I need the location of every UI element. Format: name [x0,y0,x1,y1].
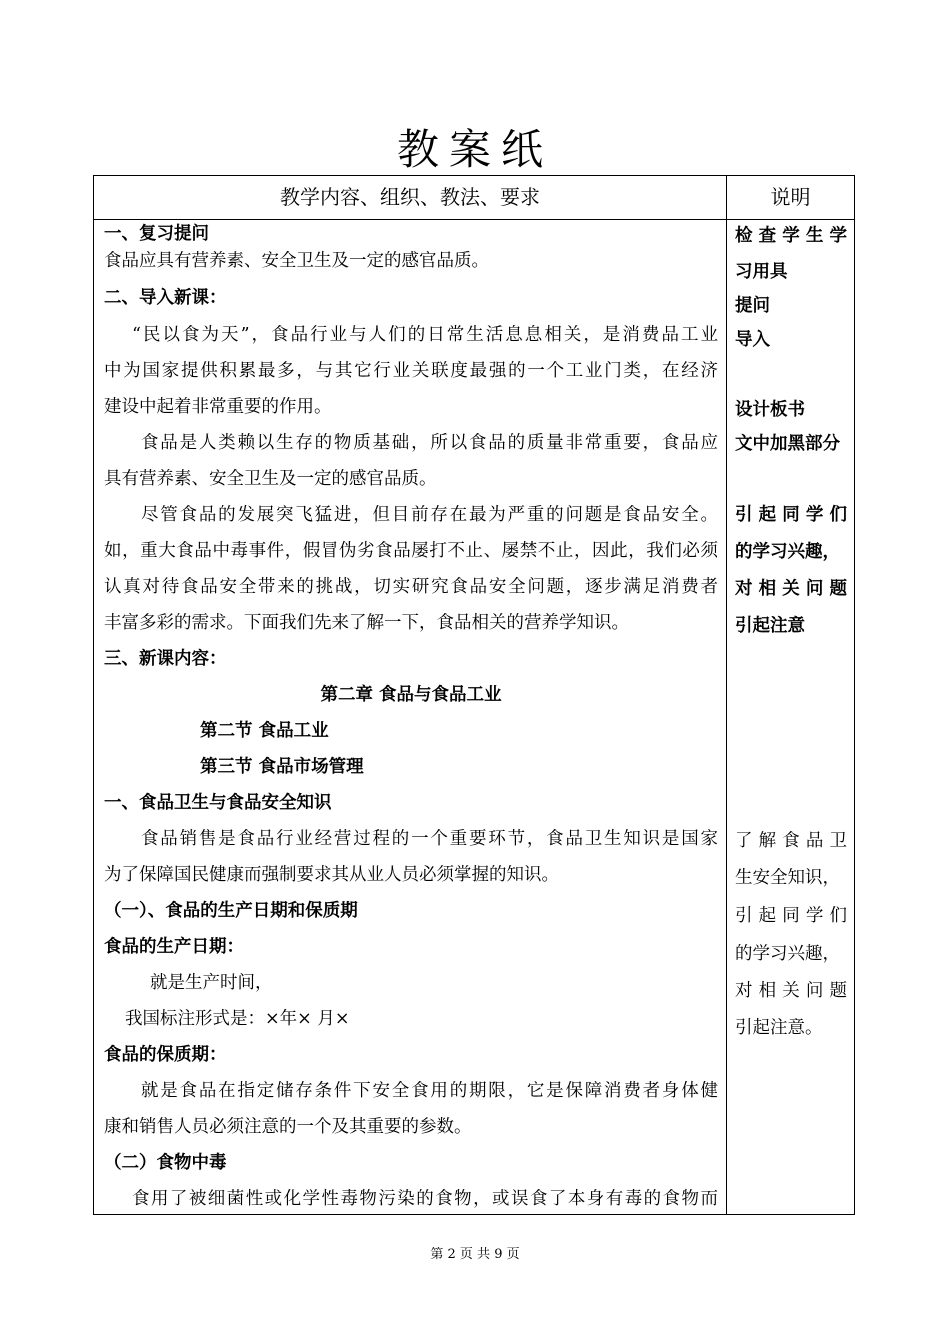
term-heading: 食品的保质期： [104,1045,227,1065]
content-line: 为了保障国民健康而强制要求其从业人员必须掌握的知识。 [104,865,559,885]
page-prefix: 第 [430,1247,444,1262]
term-heading: 食品的生产日期： [104,937,244,957]
section-heading-new-lesson: 三、新课内容： [104,649,227,669]
note-line: 引起注意 [735,616,805,636]
section-heading: 第二节 食品工业 [200,721,329,741]
section-heading-intro: 二、导入新课： [104,288,227,308]
page-title: 教案纸 [396,125,553,174]
content-column-header: 教学内容、组织、教法、要求 [280,185,540,209]
topic-heading: 一、食品卫生与食品安全知识 [104,793,332,813]
note-line: 提问 [735,296,770,316]
page-footer [0,1246,950,1264]
content-line: 中为国家提供积累最多，与其它行业关联度最强的一个工业门类，在经济 [104,361,718,381]
content-line: 康和销售人员必须注意的一个及其重要的参数。 [104,1117,472,1137]
chapter-heading: 第二章 食品与食品工业 [320,685,502,705]
note-line: 引起同学们 [735,505,847,525]
content-line: 认真对待食品安全带来的挑战，切实研究食品安全问题，逐步满足消费者 [104,577,718,597]
note-line: 设计板书 [735,400,805,420]
page-suffix: 页 [506,1247,520,1262]
note-line: 检查学生学 [735,226,847,246]
note-line: 了解食品卫 [735,831,847,851]
notes-column-header: 说明 [770,185,811,209]
content-line: 食品应具有营养素、安全卫生及一定的感官品质。 [104,251,489,271]
lesson-plan-table [93,175,855,1215]
content-line: 就是生产时间， [150,973,273,993]
note-line: 的学习兴趣， [735,542,840,562]
page-current: 2 [447,1247,456,1262]
page-total: 9 [494,1247,503,1262]
content-line: 如，重大食品中毒事件，假冒伪劣食品屡打不止、屡禁不止，因此，我们必须 [104,541,718,561]
content-line: 具有营养素、安全卫生及一定的感官品质。 [104,469,437,489]
note-line: 引起注意。 [735,1018,823,1038]
subtopic-heading: （一）、食品的生产日期和保质期 [104,901,358,921]
content-line: 尽管食品的发展突飞猛进，但目前存在最为严重的问题是食品安全。 [141,505,718,525]
subtopic-heading: （二）食物中毒 [104,1153,227,1173]
page-mid: 页 共 [459,1247,491,1262]
column-divider [726,176,727,1214]
note-line: 导入 [735,330,770,350]
section-heading-review: 一、复习提问 [104,224,209,244]
note-line: 引起同学们 [735,906,847,926]
section-heading: 第三节 食品市场管理 [200,757,364,777]
content-line: 丰富多彩的需求。下面我们先来了解一下，食品相关的营养学知识。 [104,613,629,633]
content-line: “民以食为天”，食品行业与人们的日常生活息息相关，是消费品工业 [132,325,718,345]
lesson-content [104,219,718,1217]
content-line: 建设中起着非常重要的作用。 [104,397,332,417]
note-line: 习用具 [735,262,788,282]
content-line: 食品销售是食品行业经营过程的一个重要环节，食品卫生知识是国家 [141,829,718,849]
note-line: 对相关问题 [735,981,847,1001]
content-line: 就是食品在指定储存条件下安全食用的期限，它是保障消费者身体健 [141,1081,718,1101]
note-line: 生安全知识， [735,868,840,888]
note-line: 对相关问题 [735,579,847,599]
content-line: 食用了被细菌性或化学性毒物污染的食物，或误食了本身有毒的食物而 [132,1189,718,1209]
note-line: 的学习兴趣， [735,944,840,964]
note-line: 文中加黑部分 [735,434,840,454]
content-line: 食品是人类赖以生存的物质基础，所以食品的质量非常重要，食品应 [141,433,718,453]
content-line: 我国标注形式是：×年× 月× [125,1009,350,1029]
